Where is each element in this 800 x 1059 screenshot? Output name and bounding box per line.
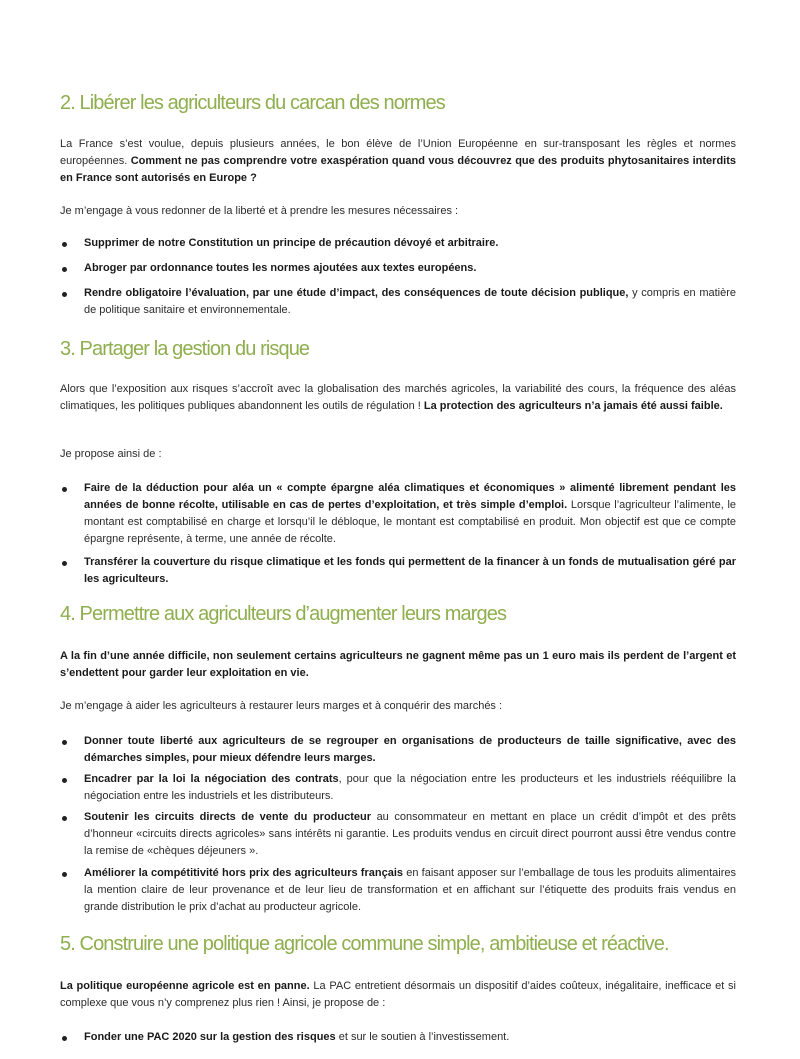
bullet-dot	[62, 872, 67, 877]
bullet-dot	[62, 740, 67, 745]
section-5-bullet-1: Fonder une PAC 2020 sur la gestion des risques et sur le soutien à l’investissement.	[84, 1031, 510, 1043]
section-3-intro: Je propose ainsi de :	[60, 448, 162, 460]
section-4-title: 4. Permettre aux agriculteurs d’augmenter leurs marges	[60, 603, 507, 625]
section-4-bullet-1: Donner toute liberté aux agriculteurs de se regrouper en organisations de producteurs de taille significative, avec des démarches simples, pour mieux défendre leurs marges.	[84, 735, 736, 764]
section-2-bullet-3: Rendre obligatoire l’évaluation, par une étude d’impact, des conséquences de toute décision publique, y compris en matière de politique sanitaire et environnementale.	[84, 287, 736, 316]
bullet-dot	[62, 242, 67, 247]
bullet-dot	[62, 778, 67, 783]
section-2-intro: Je m’engage à vous redonner de la liberté et à prendre les mesures nécessaires :	[60, 205, 459, 217]
section-5-paragraph: La politique européenne agricole est en panne. La PAC entretient désormais un dispositif d’aides coûteux, inégalitaire, inefficace et si complexe que vous n’y comprenez plus rien ! Ainsi, je propose de :	[60, 980, 737, 1009]
section-5-title: 5. Construire une politique agricole commune simple, ambitieuse et réactive.	[60, 933, 669, 955]
section-4-bullet-3: Soutenir les circuits directs de vente du producteur au consommateur en mettant en place un crédit d’impôt et des prêts d’honneur «circuits directs agricoles» sans intérêts ni garantie. Les produits vendus en circuit direct pourront aussi être vendus contre la remise de «chèques déjeuners ».	[84, 811, 736, 857]
bullet-dot	[62, 1036, 67, 1041]
bullet-dot	[62, 561, 67, 566]
bullet-dot	[62, 267, 67, 272]
section-3-bullet-2: Transférer la couverture du risque climatique et les fonds qui permettent de la financer à un fonds de mutualisation géré par les agriculteurs.	[84, 556, 736, 585]
bullet-dot	[62, 816, 67, 821]
section-2-bullet-2: Abroger par ordonnance toutes les normes ajoutées aux textes européens.	[84, 262, 477, 274]
section-3-bullet-1: Faire de la déduction pour aléa un « compte épargne aléa climatiques et économiques » alimenté librement pendant les années de bonne récolte, utilisable en cas de pertes d’exploitation, et très simple d’emploi. Lorsque l’agriculteur l’alimente, le montant est comptabilisé en charge et lorsqu’il le débloque, le montant est comptabilisé en produit. Mon objectif est que ce compte épargne représente, à terme, une année de récolte.	[84, 482, 737, 545]
section-3-title: 3. Partager la gestion du risque	[60, 338, 310, 360]
section-2-paragraph: La France s’est voulue, depuis plusieurs années, le bon élève de l’Union Européenne en sur-transposant les règles et normes européennes. Comment ne pas comprendre votre exaspération quand vous découvrez que des produits phytosanitaires interdits en France sont autorisés en Europe ?	[60, 138, 737, 184]
section-2-title: 2. Libérer les agriculteurs du carcan des normes	[60, 92, 445, 114]
bullet-dot	[62, 487, 67, 492]
section-4-bullet-4: Améliorer la compétitivité hors prix des agriculteurs français en faisant apposer sur l’emballage de tous les produits alimentaires la mention claire de leur provenance et de leur lieu de transformation et en affichant sur l’étiquette des produits frais vendus en grande distribution le prix d’achat au producteur agricole.	[84, 867, 736, 913]
section-4-intro: Je m’engage à aider les agriculteurs à restaurer leurs marges et à conquérir des marchés :	[60, 700, 503, 712]
section-4-bullet-2: Encadrer par la loi la négociation des contrats, pour que la négociation entre les producteurs et les industriels rééquilibre la négociation entre les industriels et les distributeurs.	[84, 773, 736, 802]
section-3-paragraph: Alors que l’exposition aux risques s’accroît avec la globalisation des marchés agricoles, la variabilité des cours, la fréquence des aléas climatiques, les politiques publiques abandonnent les outils de régulation ! La protection des agriculteurs n’a jamais été aussi faible.	[60, 383, 736, 412]
section-4-paragraph: A la fin d’une année difficile, non seulement certains agriculteurs ne gagnent même pas un 1 euro mais ils perdent de l’argent et s’endettent pour garder leur exploitation en vie.	[60, 650, 736, 679]
bullet-dot	[62, 292, 67, 297]
section-2-bullet-1: Supprimer de notre Constitution un principe de précaution dévoyé et arbitraire.	[84, 237, 499, 249]
